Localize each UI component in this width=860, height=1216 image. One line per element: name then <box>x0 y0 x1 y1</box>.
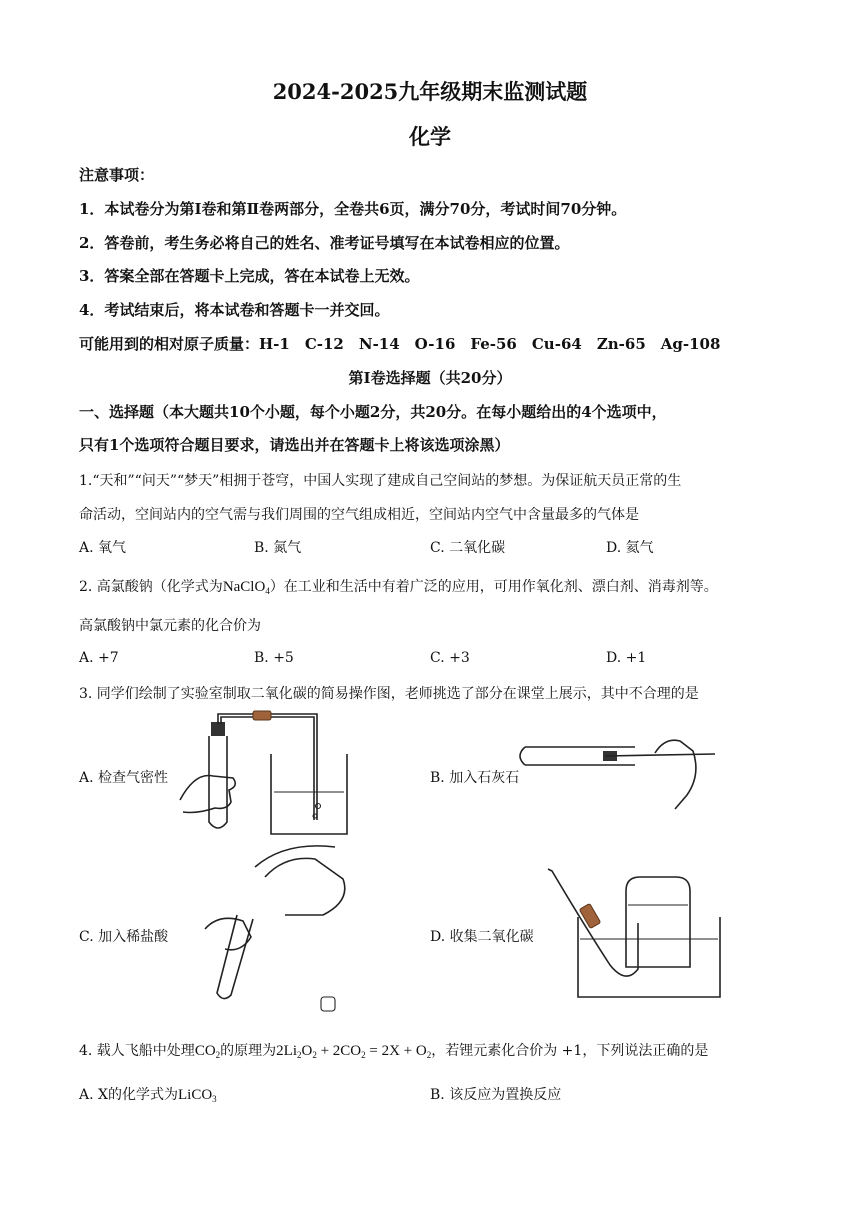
q4-suffix: ，若锂元素化合价为 +1，下列说法正确的是 <box>431 1043 709 1059</box>
q1-option-d: D. 氦气 <box>606 540 654 556</box>
atomic-masses: 可能用到的相对原子质量：H-1 C-12 N-14 O-16 Fe-56 Cu-64 Zn-65 Ag-108 <box>79 335 721 353</box>
eq-part: = 2X + O <box>365 1043 427 1059</box>
q3-stem: 3. 同学们绘制了实验室制取二氧化碳的简易操作图，老师挑选了部分在课堂上展示，其中不合理的是 <box>79 686 699 702</box>
section1-instruction-2: 只有1个选项符合题目要求，请选出并在答题卡上将该选项涂黑） <box>79 436 510 454</box>
figure-a-beaker <box>271 754 347 834</box>
figure-c-stopper <box>321 997 335 1011</box>
q4-option-b: B. 该反应为置换反应 <box>430 1087 562 1103</box>
eq-part: 2Li <box>276 1043 297 1059</box>
figure-d-gas-jar <box>626 877 690 967</box>
q3-option-b: B. 加入石灰石 <box>430 770 520 786</box>
q2-formula-sub: 4 <box>265 586 270 596</box>
figure-a-test-tube <box>209 736 227 828</box>
subject-title: 化学 <box>409 124 451 149</box>
figure-c-test-tube <box>217 915 253 999</box>
notice-item-2: 2．答卷前，考生务必将自己的姓名、准考证号填写在本试卷相应的位置。 <box>79 234 570 252</box>
notice-item-4: 4．考试结束后，将本试卷和答题卡一并交回。 <box>79 301 390 319</box>
q2-option-c: C. +3 <box>430 650 470 666</box>
q3-option-a: A. 检查气密性 <box>79 770 169 786</box>
q4-co2-sub: 2 <box>215 1050 221 1060</box>
section1-instruction-1: 一、选择题（本大题共10个小题，每个小题2分，共20分。在每小题给出的4个选项中， <box>79 403 667 421</box>
notice-item-3: 3．答案全部在答题卡上完成，答在本试卷上无效。 <box>79 267 420 285</box>
q4-mid: 的原理为 <box>220 1043 277 1059</box>
figure-b-add-limestone <box>515 735 725 815</box>
figure-c-holding-hand <box>205 918 251 949</box>
q1-option-c: C. 二氧化碳 <box>430 540 506 556</box>
q2-option-a: A. +7 <box>79 650 119 666</box>
figure-b-hand <box>655 740 696 809</box>
figure-d-rubber-joint <box>579 903 600 928</box>
eq-sub: 2 <box>312 1050 317 1060</box>
q4-option-a-formula-main: LiCO <box>177 1087 213 1103</box>
q2-formula <box>223 579 270 595</box>
q1-stem-line1: 1.“天和”“问天”“梦天”相拥于苍穹，中国人实现了建成自己空间站的梦想。为保证航天员正常的生 <box>79 473 682 489</box>
figure-d-trough <box>578 917 720 997</box>
figure-a-delivery-tube-inner <box>221 717 314 820</box>
q4-co2 <box>195 1043 220 1059</box>
q2-prefix: 2. 高氯酸钠（化学式为 <box>79 579 223 595</box>
q4-prefix: 4. 载人飞船中处理 <box>79 1043 195 1059</box>
q2-suffix: ）在工业和生活中有着广泛的应用，可用作氧化剂、漂白剂、消毒剂等。 <box>269 579 718 595</box>
figure-a-stopper <box>211 722 225 736</box>
q2-formula-main: NaClO <box>222 579 266 595</box>
eq-sub: 2 <box>297 1050 302 1060</box>
q1-stem-line2: 命活动，空间站内的空气需与我们周围的空气组成相近，空间站内空气中含量最多的气体是 <box>79 507 639 523</box>
q4-equation <box>276 1043 431 1059</box>
q4-stem <box>79 1040 708 1060</box>
section1-title: 第Ⅰ卷选择题（共20分） <box>348 369 512 387</box>
q1-option-a: A. 氧气 <box>79 540 127 556</box>
q4-option-a-formula-sub: 3 <box>212 1094 217 1104</box>
q2-stem-line2: 高氯酸钠中氯元素的化合价为 <box>79 618 261 634</box>
figure-c-reagent-bottle <box>265 858 345 915</box>
eq-part: + 2CO <box>316 1043 362 1059</box>
q2-option-d: D. +1 <box>606 650 647 666</box>
figure-c-add-acid <box>195 845 365 1015</box>
figure-d-collect-co2 <box>540 865 730 1005</box>
exam-title: 2024-2025九年级期末监测试题 <box>272 79 588 104</box>
figure-b-tweezers <box>605 754 715 756</box>
q2-option-b: B. +5 <box>254 650 294 666</box>
q4-co2-main: CO <box>194 1043 216 1059</box>
q3-option-d: D. 收集二氧化碳 <box>430 929 534 945</box>
q3-option-c: C. 加入稀盐酸 <box>79 929 169 945</box>
figure-a-airtightness <box>175 710 375 840</box>
q4-option-a <box>79 1084 217 1104</box>
eq-sub: 2 <box>426 1050 432 1060</box>
q2-stem-line1 <box>79 576 718 596</box>
notice-item-1: 1．本试卷分为第Ⅰ卷和第Ⅱ卷两部分，全卷共6页，满分70分，考试时间70分钟。 <box>79 200 627 218</box>
notice-heading: 注意事项： <box>79 166 155 184</box>
eq-part: O <box>301 1043 313 1059</box>
eq-sub: 2 <box>361 1050 366 1060</box>
q4-option-a-prefix: A. X的化学式为 <box>79 1087 178 1103</box>
figure-a-delivery-tube <box>218 714 317 820</box>
q1-option-b: B. 氮气 <box>254 540 302 556</box>
figure-a-rubber-joint <box>253 711 271 720</box>
q4-option-a-formula <box>178 1087 217 1103</box>
